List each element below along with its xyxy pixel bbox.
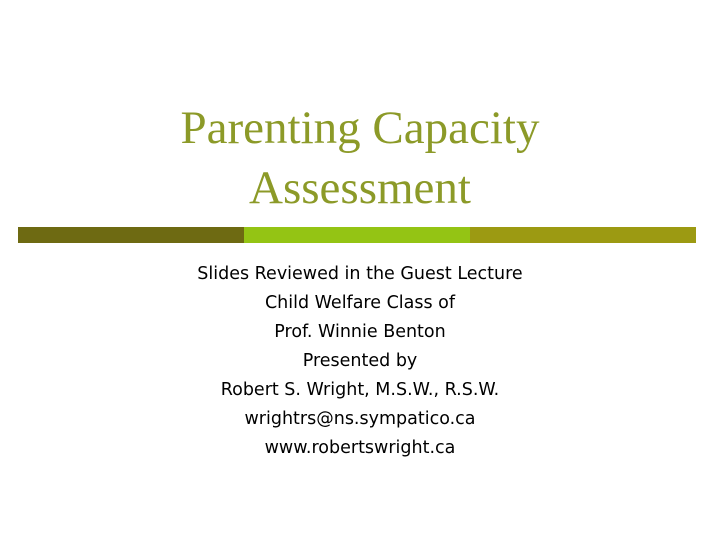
- subtitle-line-website: www.robertswright.ca: [264, 438, 456, 458]
- subtitle-line-presented-by: Presented by: [302, 351, 418, 371]
- slide-title: [0, 98, 720, 218]
- subtitle-line-presenter: Robert S. Wright, M.S.W., R.S.W.: [220, 380, 500, 400]
- divider-bar-right: [470, 227, 696, 243]
- subtitle-line-lecture: Slides Reviewed in the Guest Lecture: [197, 264, 523, 284]
- title-line-1: Parenting Capacity: [180, 102, 540, 154]
- divider-bar-middle: [244, 227, 470, 243]
- title-line-2: Assessment: [249, 162, 471, 214]
- subtitle-line-professor: Prof. Winnie Benton: [274, 322, 446, 342]
- slide-subtitle: [0, 260, 720, 463]
- divider-bar-left: [18, 227, 244, 243]
- subtitle-line-email: wrightrs@ns.sympatico.ca: [244, 409, 476, 429]
- subtitle-line-class: Child Welfare Class of: [264, 293, 456, 313]
